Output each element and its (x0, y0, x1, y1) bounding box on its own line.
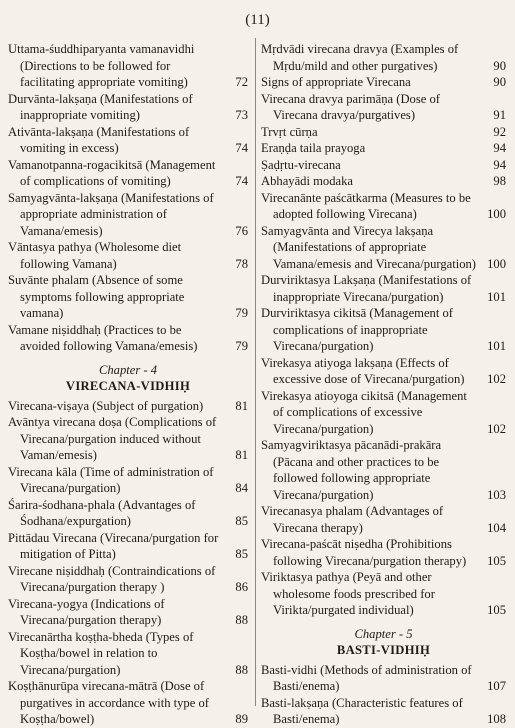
toc-entry (261, 173, 506, 190)
entry-title: Eraṇḍa taila prayoga (261, 141, 366, 155)
toc-entry (261, 157, 506, 174)
entry-page-number: 102 (487, 372, 506, 386)
toc-entry (261, 91, 506, 124)
toc-entry (8, 414, 248, 464)
entry-page-number: 74 (235, 141, 248, 155)
entry-page-number: 101 (487, 339, 506, 353)
entry-title: Samyagvānta-lakṣaṇa (Manifestations of appropriate administration of Vamana/emesis) (8, 190, 214, 238)
entry-page-number: 94 (493, 157, 506, 172)
entry-page-number: 78 (235, 256, 248, 271)
entry-page-number: 88 (235, 613, 248, 627)
toc-entry (261, 355, 506, 388)
entry-title: Virecana-yogya (Indications of Virecana/purgation therapy) (8, 596, 165, 627)
toc-entry (261, 74, 506, 91)
toc-list (8, 398, 248, 728)
toc-entry (8, 464, 248, 497)
toc-entry (261, 388, 506, 438)
toc-entry (261, 503, 506, 536)
right-column (261, 41, 506, 728)
entry-page-number: 107 (487, 679, 506, 693)
toc-entry (8, 398, 248, 415)
entry-title: Durviriktasya Lakṣaṇa (Manifestations of inappropriate Virecana/purgation) (261, 273, 472, 304)
entry-title: Virekasya atiyoga lakṣaṇa (Effects of excessive dose of Virecana/purgation) (261, 355, 465, 386)
column-divider (255, 38, 256, 706)
entry-title: Suvānte phalam (Absence of some symptoms following appropriate vamana) (8, 273, 185, 320)
toc-entry (261, 140, 506, 157)
entry-page-number: 91 (493, 108, 506, 122)
entry-title: Durvānta-lakṣaṇa (Manifestations of inappropriate vomiting) (8, 91, 193, 122)
chapter-label: Chapter - 4 (98, 362, 158, 377)
entry-title: Virecane niṣiddhaḥ (Contraindications of Virecana/purgation therapy ) (8, 563, 216, 594)
toc-entry (261, 272, 506, 305)
entry-page-number: 89 (235, 712, 248, 726)
entry-page-number: 79 (235, 339, 248, 353)
entry-page-number: 79 (235, 306, 248, 320)
entry-title: Ativānta-lakṣaṇa (Manifestations of vomiting in excess) (8, 124, 190, 155)
entry-page-number: 81 (235, 448, 248, 462)
page-number: (11) (245, 12, 270, 28)
toc-entry (261, 41, 506, 74)
entry-title: Uttama-śuddhiparyanta vamanavidhi (Directions to be followed for facilitating appropriate vomiting) (8, 42, 195, 89)
entry-page-number: 72 (235, 75, 248, 89)
toc-list (261, 41, 506, 619)
entry-title: Virecanānte paścātkarma (Measures to be adopted following Virecana) (261, 190, 471, 221)
entry-page-number: 86 (235, 580, 248, 594)
chapter-title: BASTI-VIDHIḤ (336, 643, 431, 657)
toc-entry (8, 91, 248, 124)
entry-page-number: 74 (235, 174, 248, 188)
entry-page-number: 105 (487, 553, 506, 568)
toc-entry (8, 497, 248, 530)
entry-title: Durviriktasya cikitsā (Management of complications of inappropriate Virecana/purgation) (261, 306, 453, 353)
entry-title: Abhayādi modaka (261, 174, 353, 188)
entry-page-number: 100 (487, 207, 506, 221)
entry-page-number: 108 (487, 712, 506, 726)
entry-title: Śarira-śodhana-phala (Advantages of Śodhana/expurgation) (8, 497, 196, 528)
toc-entry (261, 223, 506, 273)
entry-title: Vamanotpanna-rogacikitsā (Management of complications of vomiting) (8, 157, 216, 188)
toc-list (8, 41, 248, 355)
toc-entry (261, 190, 506, 223)
toc-entry (261, 437, 506, 503)
toc-entry (8, 678, 248, 728)
entry-title: Viriktasya pathya (Peyā and other wholesome foods prescribed for Virikta/purgated individual) (261, 570, 435, 617)
entry-page-number: 105 (487, 603, 506, 617)
toc-entry (261, 695, 506, 728)
chapter-title: VIRECANA-VIDHIḤ (65, 379, 191, 393)
entry-page-number: 76 (235, 223, 248, 238)
entry-title: Samyagvānta and Virecya lakṣaṇa (Manifestations of appropriate Vamana/emesis and Virecana/purgation) (261, 223, 477, 271)
entry-page-number: 81 (235, 398, 248, 413)
entry-page-number: 100 (487, 256, 506, 271)
entry-title: Vāntasya pathya (Wholesome diet following Vamana) (8, 240, 182, 271)
entry-title: Virecana-paścāt niṣedha (Prohibitions following Virecana/purgation therapy) (261, 537, 467, 568)
entry-title: Basti-lakṣaṇa (Characteristic features of Basti/enema) (261, 695, 463, 726)
toc-entry (8, 530, 248, 563)
toc-entry (8, 596, 248, 629)
entry-title: Virecanasya phalam (Advantages of Virecana therapy) (261, 504, 444, 535)
entry-title: Pittādau Virecana (Virecana/purgation for mitigation of Pitta) (8, 530, 219, 561)
toc-entry (261, 662, 506, 695)
entry-title: Virecana kāla (Time of administration of Virecana/purgation) (8, 464, 214, 495)
toc-entry (8, 272, 248, 322)
toc-entry (8, 239, 248, 272)
entry-title: Avāntya virecana doṣa (Complications of Virecana/purgation induced without Vaman/emesis) (8, 415, 217, 462)
entry-page-number: 85 (235, 547, 248, 561)
entry-title: Samyagviriktasya pācanādi-prakāra (Pācana and other practices to be followed following appropriate Virecana/purgation) (261, 438, 442, 502)
entry-page-number: 90 (493, 75, 506, 89)
entry-page-number: 104 (487, 520, 506, 535)
toc-entry (261, 569, 506, 619)
entry-title: Virekasya atioyoga cikitsā (Management of complications of excessive Virecana/purgation) (261, 388, 467, 436)
toc-entry (8, 157, 248, 190)
toc-entry (8, 190, 248, 240)
entry-title: Koṣṭhānurūpa virecana-mātrā (Dose of purgatives in accordance with type of Koṣṭha/bowel) (8, 679, 209, 726)
entry-page-number: 98 (493, 174, 506, 188)
entry-page-number: 90 (493, 58, 506, 73)
entry-title: Trvṛt cūrṇa (261, 124, 318, 139)
entry-page-number: 101 (487, 289, 506, 304)
toc-entry (8, 629, 248, 679)
toc-entry (8, 41, 248, 91)
entry-page-number: 94 (493, 141, 506, 155)
toc-entry (8, 124, 248, 157)
entry-page-number: 92 (493, 124, 506, 139)
entry-page-number: 88 (235, 662, 248, 677)
entry-title: Virecana-viṣaya (Subject of purgation) (8, 398, 204, 413)
entry-page-number: 84 (235, 481, 248, 495)
toc-entry (261, 124, 506, 141)
toc-entry (261, 305, 506, 355)
entry-page-number: 85 (235, 514, 248, 528)
entry-title: Signs of appropriate Virecana (261, 75, 411, 89)
toc-list (261, 662, 506, 728)
entry-page-number: 103 (487, 487, 506, 502)
entry-title: Basti-vidhi (Methods of administration of Basti/enema) (261, 662, 472, 693)
left-column (8, 41, 248, 728)
entry-page-number: 73 (235, 108, 248, 122)
chapter-label: Chapter - 5 (354, 626, 413, 641)
entry-title: Ṣaḍṛtu-virecana (261, 157, 341, 172)
toc-entry (261, 536, 506, 569)
entry-title: Mṛdvādi virecana dravya (Examples of Mṛdu/mild and other purgatives) (261, 42, 459, 73)
entry-title: Virecanārtha koṣṭha-bheda (Types of Koṣṭha/bowel in relation to Virecana/purgation) (8, 629, 194, 677)
entry-page-number: 102 (487, 421, 506, 436)
toc-entry (8, 563, 248, 596)
entry-title: Virecana dravya parimāṇa (Dose of Virecana dravya/purgatives) (261, 91, 440, 122)
toc-entry (8, 322, 248, 355)
entry-title: Vamane niṣiddhaḥ (Practices to be avoided following Vamana/emesis) (8, 322, 198, 353)
